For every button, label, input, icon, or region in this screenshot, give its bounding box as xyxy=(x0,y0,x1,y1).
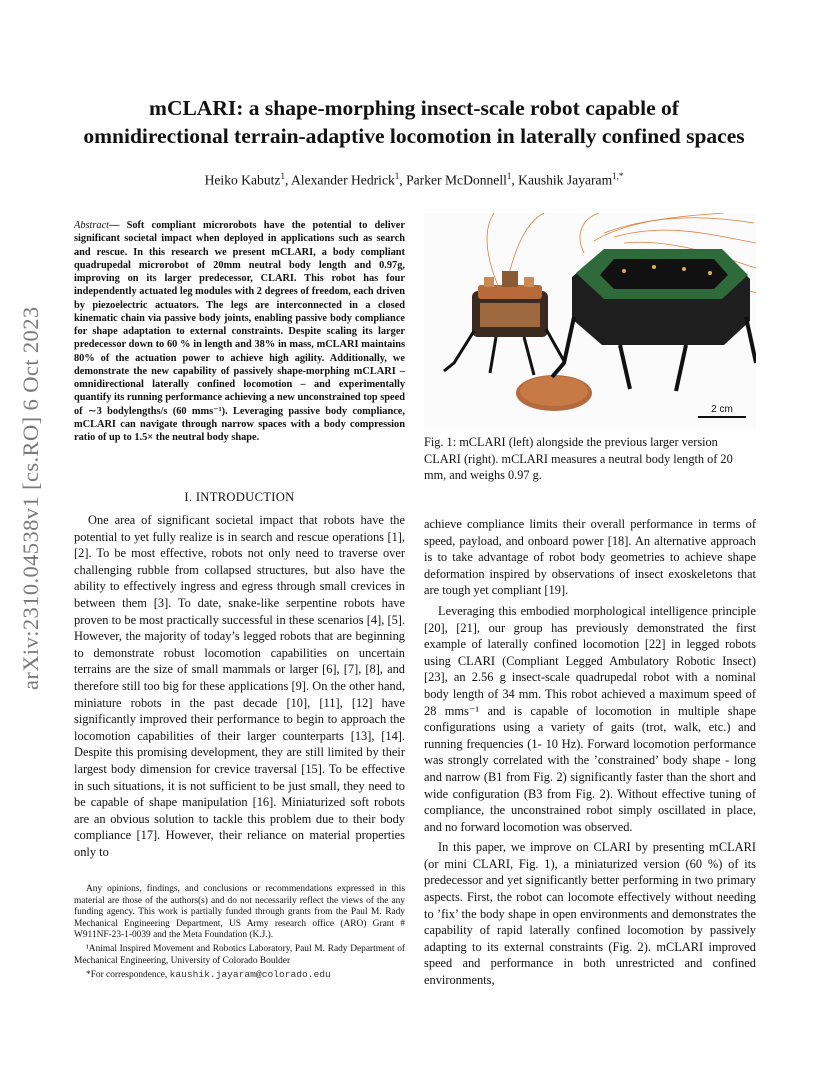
footnotes xyxy=(74,884,405,982)
scale-bar xyxy=(698,404,746,417)
abstract-text: — Soft compliant microrobots have the potential to deliver significant societal impact when deployed in applications such as search and rescue. In this research we present mCLARI, a body compliant quadrupedal microrobot of 20mm neutral body length and 0.97g, improving on its larger predecessor, CLARI. This robot has four independently actuated leg modules with 2 degrees of freedom, each driven by piezoelectric actuators. The legs are interconnected in a closed kinematic chain via passive body joints, enabling passive body compliance for shape adaptation to external constraints. Despite scaling its larger predecessor down to 60 % in length and 38% in mass, mCLARI maintains 80% of the actuation power to achieve high agility. Additionally, we demonstrate the new capability of passively shape-morphing mCLARI – omnidirectional laterally confined locomotion – and experimentally quantify its running performance achieving a new unconstrained top speed of ∼3 bodylengths/s (60 mms⁻¹). Leveraging passive body compliance, mCLARI can navigate through narrow spaces with a body compression ratio of up to 1.5× the neutral body shape. xyxy=(74,220,405,443)
paper-title xyxy=(40,94,788,150)
intro-paragraph: In this paper, we improve on CLARI by presenting mCLARI (or mini CLARI, Fig. 1), a miniaturized version (60 %) of its predecessor and yet significantly better performing in two primary aspects. First, the robot can locomote effectively without needing to ’fix’ the body shape in open environments and demonstrates the capability of rapid laterally confined locomotion by passively adapting to its external constraints (Fig. 2). mCLARI improved speed and performance in both unrestricted and confined environments, xyxy=(424,840,756,988)
intro-right-column xyxy=(424,516,756,989)
intro-paragraph: One area of significant societal impact that robots have the potential to yet fully realize is in search and rescue operations [1], [2]. To be most effective, robots not only need to traverse over challenging rubble from collapsed structures, but also have the ability to effectively ingress and egress through small crevices in between them [3]. To date, snake-like serpentine robots have proven to be most practically successful in these scenarios [4], [5]. However, the majority of today’s legged robots that are beginning to demonstrate robust locomotion capabilities on uncertain terrains are the size of small mammals or larger [6], [7], [8], and therefore still too big for these applications [9]. On the other hand, miniature robots in the past decade [10], [11], [12] have significantly improved their performance to begin to approach the locomotion capabilities of their larger counterparts [13], [14]. Despite this promising development, they are still limited by their largest body dimension for crevice traversal [15]. To be effective in such situations, it is not sufficient to be just small, they need to be capable of shape manipulation [16]. Miniaturized soft robots are an obvious solution to tackle this problem due to their body compliance [17]. However, their reliance on material properties only to xyxy=(74,513,405,859)
figure-1-caption: Fig. 1: mCLARI (left) alongside the previous larger version CLARI (right). mCLARI measures a neutral body length of 20 mm, and weighs 0.97 g. xyxy=(424,435,733,483)
author-name: Alexander Hedrick xyxy=(290,172,395,188)
affiliation-footnote: ¹Animal Inspired Movement and Robotics Laboratory, Paul M. Rady Department of Mechanical Engineering, University of Colorado Boulder xyxy=(74,943,405,966)
author-name: Kaushik Jayaram xyxy=(518,172,613,188)
author-list: Heiko Kabutz$^1$, Alexander Hedrick$^1$, Parker McDonnell$^1$, Kaushik Jayaram$^{1,*}$ xyxy=(204,171,624,188)
mclari-robot xyxy=(444,271,564,375)
clari-robot xyxy=(552,249,756,391)
abstract xyxy=(74,219,405,444)
intro-left-column xyxy=(74,512,405,860)
author-name: Heiko Kabutz xyxy=(204,172,281,188)
title-line-1: mCLARI: a shape-morphing insect-scale robot capable of xyxy=(149,96,679,120)
intro-paragraph: achieve compliance limits their overall performance in terms of speed, payload, and onboard power [18]. An alternative approach is to take advantage of robot body geometries to achieve shape deformation inspired by observations of insect exoskeletons that are tough yet compliant [19]. xyxy=(424,517,756,598)
author-affiliation-mark: 1 xyxy=(394,171,400,181)
author-name: Parker McDonnell xyxy=(406,172,507,188)
section-heading: I. INTRODUCTION xyxy=(184,490,295,504)
correspondence-label: *For correspondence, xyxy=(86,970,168,981)
penny-coin xyxy=(516,375,592,411)
scale-bar-label: 2 cm xyxy=(711,404,733,415)
correspondence-footnote xyxy=(74,969,405,982)
intro-paragraph: Leveraging this embodied morphological intelligence principle [20], [21], our group has previously demonstrated the first example of laterally confined locomotion [22] in legged robots using CLARI (Compliant Legged Ambulatory Robotic Insect) [23], an 2.56 g insect-scale quadrupedal robot with a nominal body length of 34 mm. This robot achieved a maximum speed of 28 mms⁻¹ and is capable of locomotion in multiple shape configurations using a variety of gaits (trot, walk, etc.) and running frequencies (1- 10 Hz). Forward locomotion performance was strongly correlated with the ’constrained’ body shape - long and narrow (B1 from Fig. 2) significantly faster than the short and wide configuration (B3 from Fig. 2). Without effective tuning of compliance, the unconstrained robot simply oscillated in place, and no forward locomotion was observed. xyxy=(424,603,756,834)
correspondence-email[interactable]: kaushik.jayaram@colorado.edu xyxy=(169,969,331,981)
abstract-lead: Abstract xyxy=(74,220,110,231)
funding-footnote: Any opinions, findings, and conclusions or recommendations expressed in this material are those of the authors(s) and do not necessarily reflect the views of the any funding agency. This work is partially funded through grants from the Paul M. Rady Mechanical Engineering Department, US Army research office (ARO) Grant # W911NF-23-1-0039 and the Meta Foundation (K.J.). xyxy=(74,884,405,941)
robots-photo-illustration xyxy=(424,213,756,430)
title-line-2: omnidirectional terrain-adaptive locomotion in laterally confined spaces xyxy=(83,124,745,148)
figure-1-photo xyxy=(424,213,756,430)
author-affiliation-mark: 1,* xyxy=(612,171,624,181)
author-affiliation-mark: 1 xyxy=(506,171,512,181)
arxiv-identifier: arXiv:2310.04538v1 [cs.RO] 6 Oct 2023 xyxy=(18,306,43,690)
author-affiliation-mark: 1 xyxy=(280,171,285,181)
